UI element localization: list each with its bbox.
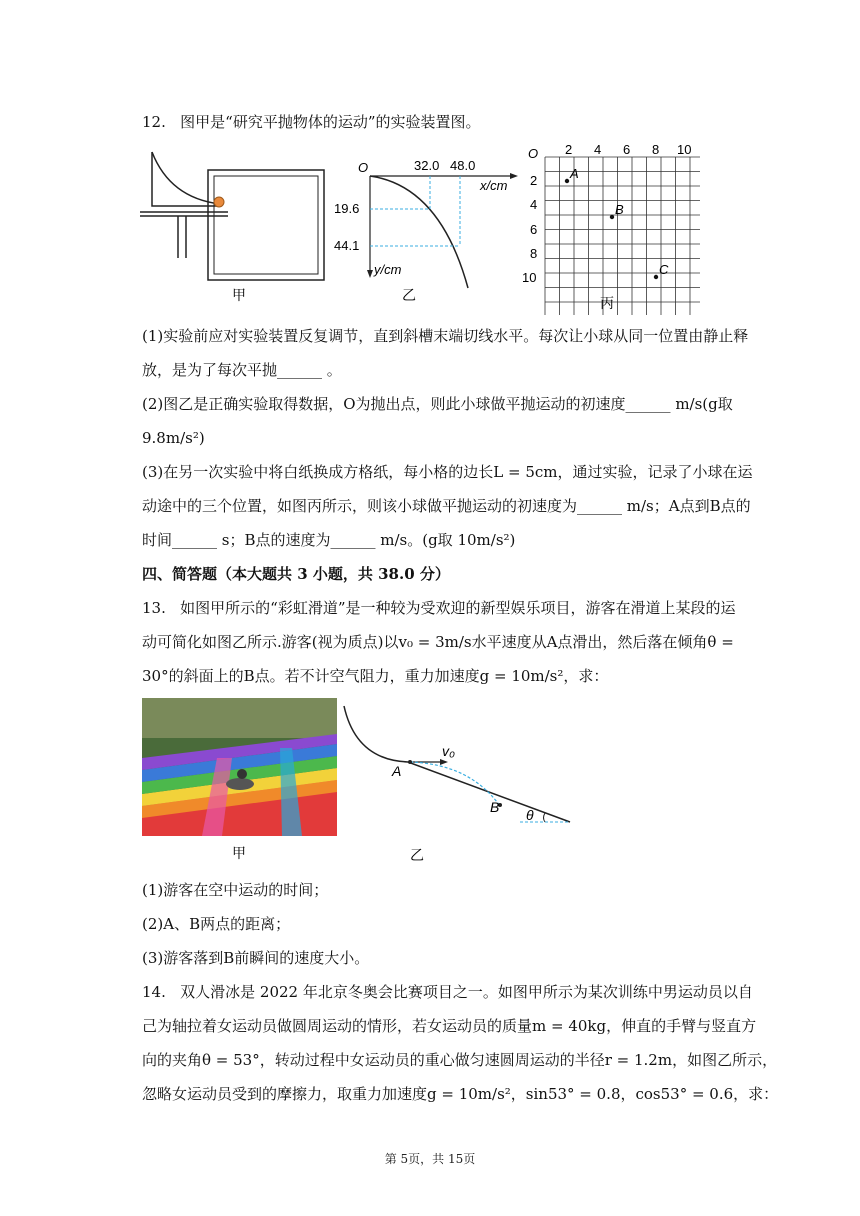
figure-12-bing-caption: 丙 xyxy=(600,295,614,311)
q14-line4: 忽略女运动员受到的摩擦力，取重力加速度g = 10m/s²，sin53° = 0.8，cos53° = 0.6，求： xyxy=(142,1085,779,1103)
point-a xyxy=(565,179,569,183)
q12-part3-line1: (3)在另一次实验中将白纸换成方格纸，每小格的边长L = 5cm，通过实验，记录了小球在运 xyxy=(142,463,753,481)
figure-12-jia-caption: 甲 xyxy=(232,287,246,303)
yi-y-tick-2: 44.1 xyxy=(334,238,360,253)
q13-sub1: (1)游客在空中运动的时间； xyxy=(142,881,329,899)
figure-12-yi-caption: 乙 xyxy=(402,287,416,303)
bing-y-tick-10: 10 xyxy=(522,270,537,285)
point-b-label: B xyxy=(615,202,624,217)
q13-line1: 13. 如图甲所示的“彩虹滑道”是一种较为受欢迎的新型娱乐项目，游客在滑道上某段的运 xyxy=(142,599,736,617)
point-c xyxy=(654,275,658,279)
q12-part3-line2: 动途中的三个位置，如图丙所示，则该小球做平抛运动的初速度为______ m/s；A点到B点的 xyxy=(142,497,751,515)
bing-y-tick-4: 4 xyxy=(530,197,538,212)
point-b xyxy=(610,215,614,219)
q12-part1-line2: 放，是为了每次平抛______ 。 xyxy=(142,361,342,379)
figure-13-jia-caption: 甲 xyxy=(232,845,246,861)
yi-x-axis-label: x/cm xyxy=(480,178,508,193)
bing-x-tick-8: 8 xyxy=(652,142,660,157)
bing-x-tick-6: 6 xyxy=(623,142,631,157)
figure-13-yi-diagram xyxy=(330,700,580,865)
yi-y-tick-1: 19.6 xyxy=(334,201,360,216)
section-heading: 四、简答题（本大题共 3 小题，共 38.0 分） xyxy=(142,565,450,583)
q12-title: 12. 图甲是“研究平抛物体的运动”的实验装置图。 xyxy=(142,113,481,131)
theta-label: θ xyxy=(526,807,534,823)
figure-12-yi-trajectory xyxy=(330,148,520,308)
q13-line3: 30°的斜面上的B点。若不计空气阻力，重力加速度g = 10m/s²，求： xyxy=(142,667,609,685)
q12-part3-line3: 时间______ s；B点的速度为______ m/s。(g取 10m/s²) xyxy=(142,531,516,549)
figure-12-bing-grid xyxy=(520,140,700,315)
q12-part1-line1: (1)实验前应对实验装置反复调节，直到斜槽末端切线水平。每次让小球从同一位置由静止释 xyxy=(142,327,749,345)
bing-x-tick-4: 4 xyxy=(594,142,602,157)
q13-line2: 动可简化如图乙所示.游客(视为质点)以v₀ = 3m/s水平速度从A点滑出，然后落在倾角θ = xyxy=(142,633,734,651)
bing-y-tick-6: 6 xyxy=(530,222,538,237)
bing-x-tick-2: 2 xyxy=(565,142,573,157)
q14-line2: 己为轴拉着女运动员做圆周运动的情形，若女运动员的质量m = 40kg，伸直的手臂与竖直方 xyxy=(142,1017,757,1035)
page-footer: 第 5页，共 15页 xyxy=(384,1152,476,1166)
a-label: A xyxy=(392,763,402,779)
figure-12-jia-apparatus xyxy=(140,148,340,308)
yi-y-axis-label: y/cm xyxy=(374,262,402,277)
q14-line1: 14. 双人滑冰是 2022 年北京冬奥会比赛项目之一。如图甲所示为某次训练中男运动员以自 xyxy=(142,983,753,1001)
bing-y-tick-8: 8 xyxy=(530,246,538,261)
bing-y-tick-2: 2 xyxy=(530,173,538,188)
bing-origin-label: O xyxy=(528,146,539,161)
bing-x-tick-10: 10 xyxy=(677,142,692,157)
b-label: B xyxy=(490,799,500,815)
point-a-marker xyxy=(408,760,412,764)
v0-label: v₀ xyxy=(442,743,455,759)
figure-13-yi-caption: 乙 xyxy=(410,847,424,863)
q13-sub2: (2)A、B两点的距离； xyxy=(142,915,291,933)
q12-part2-line1: (2)图乙是正确实验取得数据，O为抛出点，则此小球做平抛运动的初速度______ m/s(g取 xyxy=(142,395,733,413)
q12-part2-line2: 9.8m/s²) xyxy=(142,429,205,447)
yi-x-tick-2: 48.0 xyxy=(450,158,476,173)
yi-x-tick-1: 32.0 xyxy=(414,158,440,173)
q14-line3: 向的夹角θ = 53°，转动过程中女运动员的重心做匀速圆周运动的半径r = 1.2m，如图乙所示， xyxy=(142,1051,778,1069)
figure-13-jia-photo xyxy=(142,698,337,868)
point-c-label: C xyxy=(659,262,669,277)
yi-origin-label: O xyxy=(358,160,369,175)
q13-sub3: (3)游客落到B前瞬间的速度大小。 xyxy=(142,949,370,967)
point-a-label: A xyxy=(570,166,579,181)
